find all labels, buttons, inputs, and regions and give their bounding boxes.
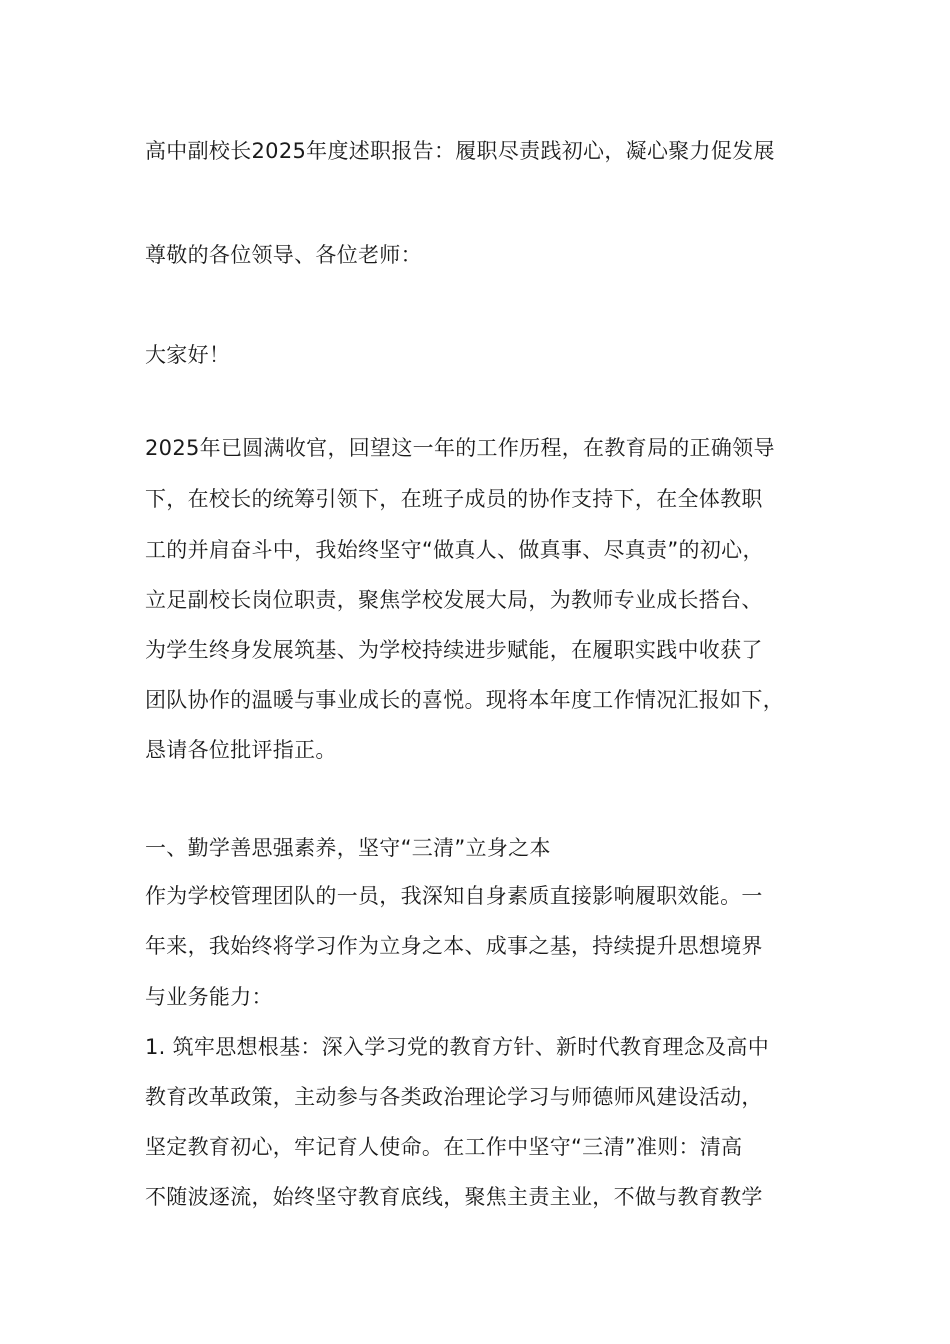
- intro-line: 为学生终身发展筑基、为学校持续进步赋能，在履职实践中收获了: [145, 638, 763, 662]
- section-intro-line: 与业务能力：: [145, 985, 273, 1009]
- intro-line: 团队协作的温暖与事业成长的喜悦。现将本年度工作情况汇报如下，: [145, 688, 784, 712]
- intro-line: 立足副校长岗位职责，聚焦学校发展大局，为教师专业成长搭台、: [145, 588, 763, 612]
- document-title: 高中副校长2025年度述职报告：履职尽责践初心，凝心聚力促发展: [145, 139, 775, 163]
- list-item-line: 1. 筑牢思想根基：深入学习党的教育方针、新时代教育理念及高中: [145, 1035, 770, 1059]
- intro-line: 恳请各位批评指正。: [145, 738, 337, 762]
- section-intro-line: 年来，我始终将学习作为立身之本、成事之基，持续提升思想境界: [145, 934, 763, 958]
- list-item-line: 坚定教育初心，牢记育人使命。在工作中坚守“三清”准则：清高: [145, 1135, 743, 1159]
- intro-line: 2025年已圆满收官，回望这一年的工作历程，在教育局的正确领导: [145, 436, 775, 460]
- section-intro-line: 作为学校管理团队的一员，我深知自身素质直接影响履职效能。一: [145, 884, 763, 908]
- greeting: 大家好！: [145, 343, 231, 367]
- intro-line: 下，在校长的统筹引领下，在班子成员的协作支持下，在全体教职: [145, 487, 763, 511]
- list-item-line: 不随波逐流，始终坚守教育底线，聚焦主责主业，不做与教育教学: [145, 1185, 763, 1209]
- list-item-line: 教育改革政策，主动参与各类政治理论学习与师德师风建设活动，: [145, 1085, 763, 1109]
- intro-line: 工的并肩奋斗中，我始终坚守“做真人、做真事、尽真责”的初心，: [145, 538, 764, 562]
- section-heading: 一、勤学善思强素养，坚守“三清”立身之本: [145, 836, 551, 860]
- salutation: 尊敬的各位领导、各位老师：: [145, 243, 422, 267]
